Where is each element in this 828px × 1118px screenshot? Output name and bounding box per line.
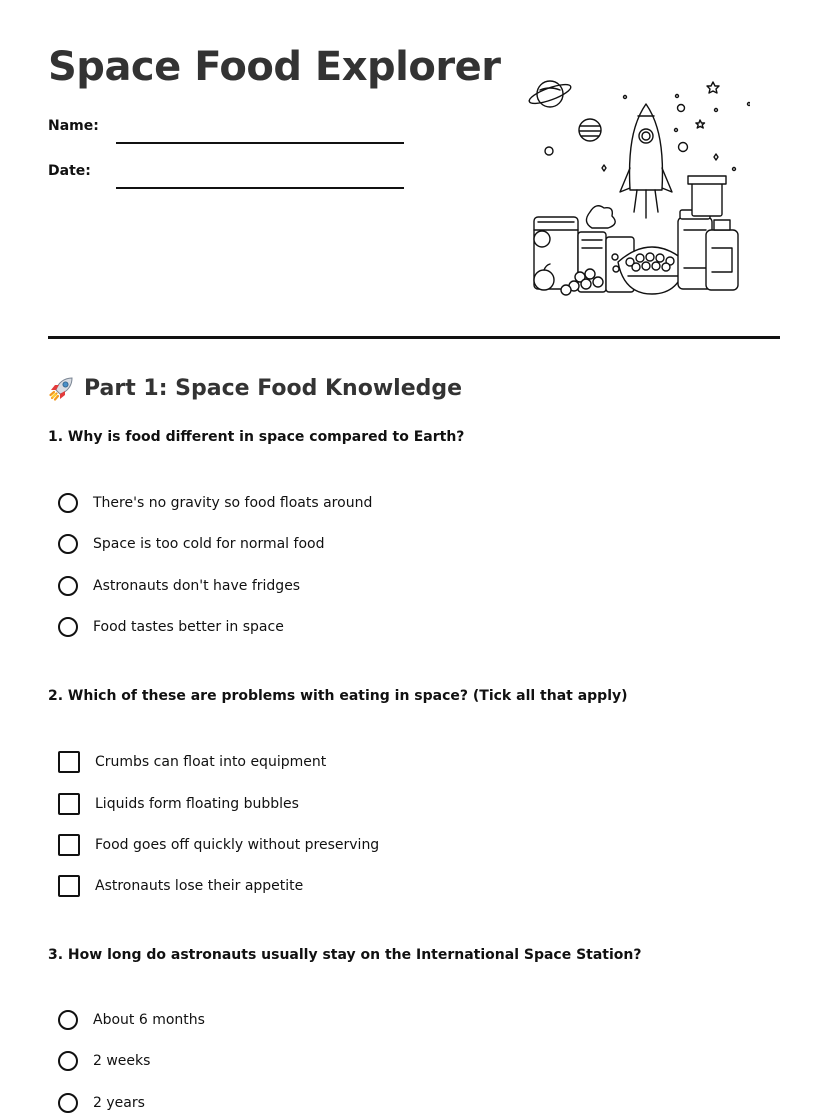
part1-heading-text: Part 1: Space Food Knowledge bbox=[84, 375, 463, 401]
q1-option-4[interactable] bbox=[58, 615, 284, 639]
radio-button[interactable] bbox=[58, 617, 78, 637]
q2-option-2[interactable] bbox=[58, 792, 299, 816]
date-field bbox=[48, 163, 404, 179]
page-title: Space Food Explorer bbox=[48, 44, 501, 90]
option-label: Food goes off quickly without preserving bbox=[95, 837, 380, 853]
checkbox[interactable] bbox=[58, 751, 80, 773]
part1-heading bbox=[48, 374, 462, 402]
rocket-icon bbox=[48, 374, 76, 402]
option-label: 2 years bbox=[93, 1095, 145, 1111]
checkbox[interactable] bbox=[58, 875, 80, 897]
option-label: Astronauts lose their appetite bbox=[95, 878, 304, 894]
option-label: Astronauts don't have fridges bbox=[93, 578, 301, 594]
name-label: Name: bbox=[48, 118, 99, 134]
q3-option-1[interactable] bbox=[58, 1008, 205, 1032]
section-divider bbox=[48, 336, 780, 339]
q3-option-3[interactable] bbox=[58, 1091, 145, 1115]
option-label: Crumbs can float into equipment bbox=[95, 754, 327, 770]
radio-button[interactable] bbox=[58, 534, 78, 554]
radio-button[interactable] bbox=[58, 1051, 78, 1071]
q1-option-2[interactable] bbox=[58, 532, 324, 556]
option-label: There's no gravity so food floats around bbox=[93, 495, 373, 511]
q1-option-1[interactable] bbox=[58, 491, 372, 515]
question-1: 1. Why is food different in space compared to Earth? bbox=[48, 429, 465, 445]
checkbox[interactable] bbox=[58, 793, 80, 815]
option-label: Liquids form floating bubbles bbox=[95, 796, 299, 812]
ringed-planet-icon bbox=[527, 81, 572, 107]
date-input-line[interactable] bbox=[116, 187, 404, 189]
radio-button[interactable] bbox=[58, 1093, 78, 1113]
small-planet-icon bbox=[579, 119, 601, 141]
space-food-illustration bbox=[520, 72, 750, 304]
radio-button[interactable] bbox=[58, 576, 78, 596]
option-label: Food tastes better in space bbox=[93, 619, 284, 635]
q2-option-4[interactable] bbox=[58, 874, 303, 898]
radio-button[interactable] bbox=[58, 1010, 78, 1030]
option-label: About 6 months bbox=[93, 1012, 205, 1028]
date-label: Date: bbox=[48, 163, 91, 179]
question-2: 2. Which of these are problems with eating in space? (Tick all that apply) bbox=[48, 688, 628, 704]
option-label: Space is too cold for normal food bbox=[93, 536, 325, 552]
q2-option-3[interactable] bbox=[58, 833, 379, 857]
radio-button[interactable] bbox=[58, 493, 78, 513]
q1-option-3[interactable] bbox=[58, 574, 300, 598]
question-3: 3. How long do astronauts usually stay on the International Space Station? bbox=[48, 947, 642, 963]
checkbox[interactable] bbox=[58, 834, 80, 856]
name-input-line[interactable] bbox=[116, 142, 404, 144]
name-field bbox=[48, 118, 404, 134]
option-label: 2 weeks bbox=[93, 1053, 151, 1069]
q3-option-2[interactable] bbox=[58, 1049, 150, 1073]
q2-option-1[interactable] bbox=[58, 750, 326, 774]
rocket-illustration-icon bbox=[620, 104, 672, 218]
